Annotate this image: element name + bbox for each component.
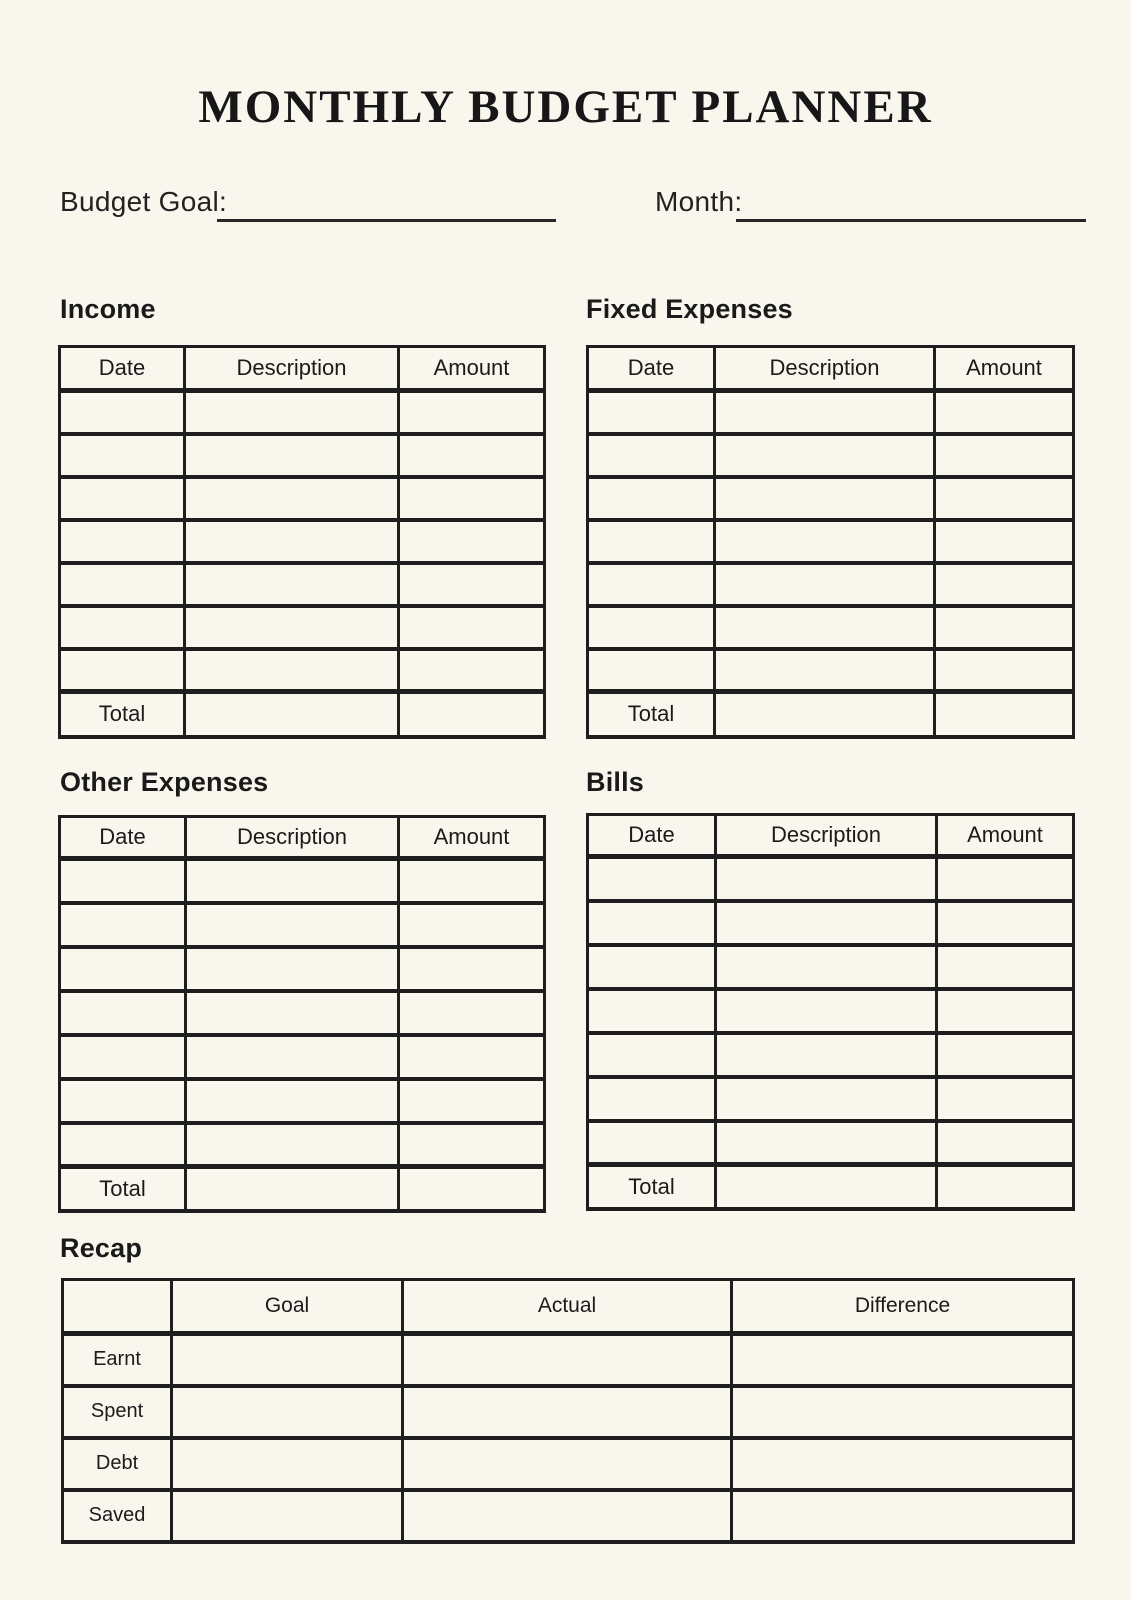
empty-row: [588, 1077, 1074, 1121]
empty-cell: [715, 692, 935, 737]
empty-cell: [935, 434, 1074, 477]
empty-cell: [935, 477, 1074, 520]
recap-row-earnt: [63, 1334, 1074, 1386]
empty-cell: [403, 1438, 732, 1490]
empty-cell: [937, 1077, 1074, 1121]
income-heading: Income: [60, 294, 156, 324]
empty-row: [60, 1079, 545, 1123]
empty-cell: [186, 947, 399, 991]
empty-cell: [60, 563, 185, 606]
empty-cell: [60, 520, 185, 563]
empty-row: [588, 857, 1074, 901]
empty-cell: [399, 477, 545, 520]
empty-cell: [399, 947, 545, 991]
empty-row: [60, 606, 545, 649]
empty-row: [60, 1035, 545, 1079]
empty-cell: [937, 901, 1074, 945]
empty-cell: [186, 1035, 399, 1079]
empty-cell: [588, 606, 715, 649]
date-column-header: Date: [60, 347, 185, 391]
spent-row-label: Spent: [63, 1386, 172, 1438]
empty-cell: [588, 520, 715, 563]
empty-cell: [716, 1165, 937, 1209]
empty-cell: [399, 1123, 545, 1167]
empty-cell: [60, 991, 186, 1035]
empty-cell: [60, 649, 185, 692]
header-row: [63, 1280, 1074, 1334]
empty-cell: [588, 434, 715, 477]
empty-cell: [399, 606, 545, 649]
empty-cell: [937, 1121, 1074, 1165]
total-label: Total: [588, 692, 715, 737]
header-row: [60, 817, 545, 859]
amount-column-header: Amount: [399, 817, 545, 859]
empty-row: [60, 649, 545, 692]
empty-cell: [185, 649, 399, 692]
empty-cell: [399, 520, 545, 563]
empty-cell: [588, 989, 716, 1033]
empty-cell: [715, 563, 935, 606]
empty-cell: [716, 901, 937, 945]
empty-cell: [935, 563, 1074, 606]
empty-cell: [185, 606, 399, 649]
empty-cell: [60, 859, 186, 903]
empty-cell: [399, 1035, 545, 1079]
empty-cell: [588, 649, 715, 692]
recap-corner-cell: [63, 1280, 172, 1334]
empty-cell: [399, 1079, 545, 1123]
empty-cell: [588, 477, 715, 520]
budget-goal-label: Budget Goal:: [60, 186, 228, 217]
empty-cell: [60, 947, 186, 991]
empty-cell: [588, 1077, 716, 1121]
empty-cell: [935, 606, 1074, 649]
empty-cell: [60, 391, 185, 434]
difference-column-header: Difference: [732, 1280, 1074, 1334]
empty-cell: [172, 1438, 403, 1490]
empty-cell: [732, 1334, 1074, 1386]
description-column-header: Description: [715, 347, 935, 391]
goal-column-header: Goal: [172, 1280, 403, 1334]
empty-row: [60, 859, 545, 903]
empty-cell: [172, 1386, 403, 1438]
empty-row: [588, 1033, 1074, 1077]
empty-cell: [185, 520, 399, 563]
empty-cell: [588, 901, 716, 945]
empty-cell: [588, 1121, 716, 1165]
empty-cell: [60, 477, 185, 520]
empty-cell: [937, 989, 1074, 1033]
empty-row: [60, 520, 545, 563]
description-column-header: Description: [185, 347, 399, 391]
empty-cell: [186, 1167, 399, 1211]
empty-cell: [172, 1334, 403, 1386]
amount-column-header: Amount: [399, 347, 545, 391]
empty-cell: [588, 391, 715, 434]
empty-row: [588, 989, 1074, 1033]
empty-cell: [715, 434, 935, 477]
empty-cell: [186, 991, 399, 1035]
empty-cell: [60, 1123, 186, 1167]
empty-cell: [716, 945, 937, 989]
other-expenses-heading: Other Expenses: [60, 767, 269, 797]
empty-cell: [403, 1386, 732, 1438]
empty-cell: [185, 434, 399, 477]
total-label: Total: [60, 692, 185, 737]
empty-cell: [399, 563, 545, 606]
empty-row: [588, 649, 1074, 692]
empty-cell: [399, 434, 545, 477]
date-column-header: Date: [588, 347, 715, 391]
empty-cell: [935, 649, 1074, 692]
empty-cell: [716, 989, 937, 1033]
empty-cell: [732, 1386, 1074, 1438]
fixed-expenses-table: [586, 345, 1075, 739]
total-row: [60, 692, 545, 737]
empty-row: [60, 477, 545, 520]
bills-heading: Bills: [586, 767, 645, 797]
empty-cell: [716, 1121, 937, 1165]
income-table: [58, 345, 546, 739]
other-expenses-table: [58, 815, 546, 1213]
recap-table: [61, 1278, 1075, 1544]
actual-column-header: Actual: [403, 1280, 732, 1334]
empty-cell: [399, 903, 545, 947]
header-row: [60, 347, 545, 391]
recap-row-debt: [63, 1438, 1074, 1490]
recap-row-spent: [63, 1386, 1074, 1438]
saved-row-label: Saved: [63, 1490, 172, 1542]
empty-cell: [732, 1490, 1074, 1542]
empty-cell: [716, 1033, 937, 1077]
header-row: [588, 815, 1074, 857]
total-row: [588, 692, 1074, 737]
empty-cell: [937, 945, 1074, 989]
empty-cell: [186, 859, 399, 903]
empty-cell: [935, 692, 1074, 737]
empty-cell: [403, 1490, 732, 1542]
empty-cell: [399, 1167, 545, 1211]
empty-cell: [172, 1490, 403, 1542]
empty-row: [60, 563, 545, 606]
empty-cell: [399, 692, 545, 737]
empty-cell: [185, 563, 399, 606]
empty-cell: [60, 903, 186, 947]
empty-row: [60, 434, 545, 477]
empty-row: [60, 947, 545, 991]
date-column-header: Date: [588, 815, 716, 857]
empty-row: [60, 1123, 545, 1167]
empty-cell: [186, 1123, 399, 1167]
empty-cell: [716, 857, 937, 901]
empty-cell: [185, 391, 399, 434]
empty-cell: [185, 477, 399, 520]
empty-row: [60, 391, 545, 434]
empty-cell: [186, 1079, 399, 1123]
empty-cell: [185, 692, 399, 737]
header-row: [588, 347, 1074, 391]
empty-row: [60, 991, 545, 1035]
empty-row: [60, 903, 545, 947]
empty-cell: [715, 606, 935, 649]
debt-row-label: Debt: [63, 1438, 172, 1490]
recap-row-saved: [63, 1490, 1074, 1542]
date-column-header: Date: [60, 817, 186, 859]
empty-cell: [588, 1033, 716, 1077]
empty-cell: [588, 857, 716, 901]
empty-cell: [937, 857, 1074, 901]
page-title: MONTHLY BUDGET PLANNER: [198, 81, 933, 133]
empty-cell: [399, 649, 545, 692]
empty-cell: [715, 391, 935, 434]
empty-row: [588, 606, 1074, 649]
empty-cell: [60, 1035, 186, 1079]
empty-row: [588, 1121, 1074, 1165]
empty-cell: [60, 434, 185, 477]
bills-table: [586, 813, 1075, 1211]
total-label: Total: [60, 1167, 186, 1211]
empty-cell: [399, 391, 545, 434]
amount-column-header: Amount: [935, 347, 1074, 391]
empty-row: [588, 434, 1074, 477]
fixed-expenses-heading: Fixed Expenses: [586, 294, 793, 324]
empty-cell: [715, 649, 935, 692]
empty-cell: [60, 606, 185, 649]
total-label: Total: [588, 1165, 716, 1209]
empty-cell: [403, 1334, 732, 1386]
empty-row: [588, 520, 1074, 563]
empty-cell: [937, 1165, 1074, 1209]
empty-cell: [935, 520, 1074, 563]
amount-column-header: Amount: [937, 815, 1074, 857]
empty-row: [588, 945, 1074, 989]
empty-row: [588, 563, 1074, 606]
empty-cell: [732, 1438, 1074, 1490]
empty-row: [588, 391, 1074, 434]
empty-cell: [716, 1077, 937, 1121]
month-label: Month:: [655, 186, 743, 217]
empty-cell: [715, 520, 935, 563]
empty-cell: [935, 391, 1074, 434]
month-blank-line: [736, 219, 1086, 222]
total-row: [60, 1167, 545, 1211]
earnt-row-label: Earnt: [63, 1334, 172, 1386]
empty-cell: [588, 563, 715, 606]
empty-cell: [399, 859, 545, 903]
total-row: [588, 1165, 1074, 1209]
recap-heading: Recap: [60, 1233, 143, 1263]
empty-cell: [60, 1079, 186, 1123]
description-column-header: Description: [716, 815, 937, 857]
empty-cell: [937, 1033, 1074, 1077]
empty-row: [588, 477, 1074, 520]
empty-cell: [186, 903, 399, 947]
empty-cell: [399, 991, 545, 1035]
empty-row: [588, 901, 1074, 945]
empty-cell: [715, 477, 935, 520]
description-column-header: Description: [186, 817, 399, 859]
budget-goal-blank-line: [217, 219, 556, 222]
empty-cell: [588, 945, 716, 989]
